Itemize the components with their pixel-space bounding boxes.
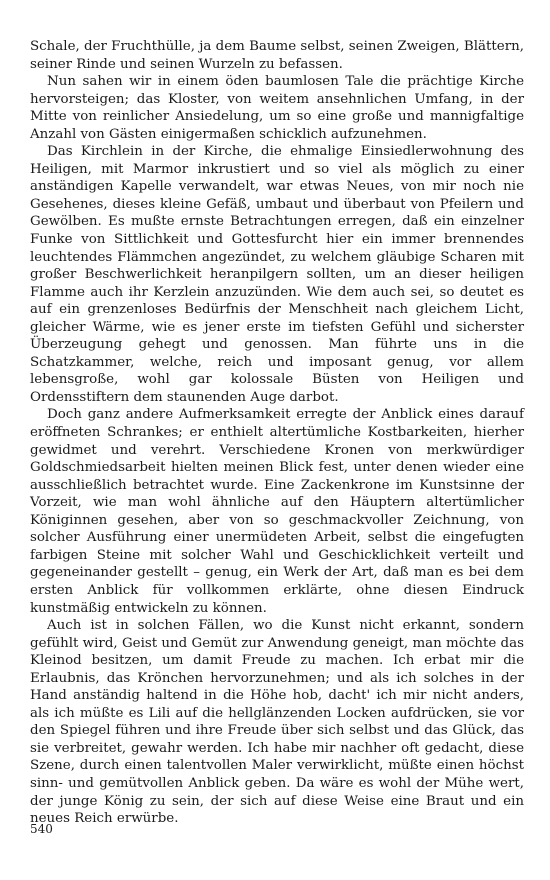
page-body	[30, 38, 524, 828]
paragraph-2: Nun sahen wir in einem öden baumlosen Tale die prächtige Kirche hervorsteigen; das Kloster, von weitem ansehnlichen Umfang, in der Mitte von reinlicher Ansiedelung, um so eine große und mannigfaltige Anzahl von Gästen einigermaßen schicklich aufzunehmen.	[30, 74, 524, 142]
paragraph-1: Schale, der Fruchthülle, ja dem Baume selbst, seinen Zweigen, Blättern, seiner Rinde und seinen Wurzeln zu befassen.	[30, 39, 525, 72]
paragraph-4: Doch ganz andere Aufmerksamkeit erregte der Anblick eines darauf eröffneten Schrankes; er enthielt altertümliche Kostbarkeiten, hierher gewidmet und verehrt. Verschiedene Kronen von merkwürdiger Goldschmiedsarbeit hielten meinen Blick fest, unter denen wieder eine ausschließlich betrachtet wurde. Eine Zackenkrone im Kunstsinne der Vorzeit, wie man wohl ähnliche auf den Häuptern altertümlicher Königinnen gesehen, aber von so geschmackvoller Zeichnung, von solcher Ausführung einer unermüdeten Arbeit, selbst die eingefugten farbigen Steine mit solcher Wahl und Geschicklichkeit verteilt und gegeneinander gestellt – genug, ein Werk der Art, daß man es bei dem ersten Anblick für vollkommen erklärte, ohne diesen Eindruck kunstmäßig entwickeln zu können.	[30, 407, 524, 616]
paragraph-3: Das Kirchlein in der Kirche, die ehmalige Einsiedlerwohnung des Heiligen, mit Marmor inkrustiert und so viel als möglich zu einer anständigen Kapelle verwandelt, war etwas Neues, von mir noch nie Gesehenes, dieses kleine Gefäß, umbaut und überbaut von Pfeilern und Gewölben. Es mußte ernste Betrachtungen erregen, daß ein einzelner Funke von Sittlichkeit und Gottesfurcht hier ein immer brennendes leuchtendes Flämmchen angezündet, zu welchem gläubige Scharen mit großer Beschwerlichkeit heranpilgern sollten, um an dieser heiligen Flamme auch ihr Kerzlein anzuzünden. Wie dem auch sei, so deutet es auf ein grenzenloses Bedürfnis der Menschheit nach gleichem Licht, gleicher Wärme, wie es jener erste im tiefsten Gefühl und sicherster Überzeugung gehegt und genossen. Man führte uns in die Schatzkammer, welche, reich und imposant genug, vor allem lebensgroße, wohl gar kolossale Büsten von Heiligen und Ordensstiftern dem staunenden Auge darbot.	[30, 144, 524, 405]
page-number: 540	[30, 822, 53, 836]
paragraph-5: Auch ist in solchen Fällen, wo die Kunst nicht erkannt, sondern gefühlt wird, Geist und Gemüt zur Anwendung geneigt, man möchte das Kleinod besitzen, um damit Freude zu machen. Ich erbat mir die Erlaubnis, das Krönchen hervorzunehmen; und als ich solches in der Hand anständig haltend in die Höhe hob, dacht' ich mir nicht anders, als ich müßte es Lili auf die hellglänzenden Locken aufdrücken, sie vor den Spiegel führen und ihre Freude über sich selbst und das Glück, das sie verbreitet, gewahr werden. Ich habe mir nachher oft gedacht, diese Szene, durch einen talentvollen Maler verwirklicht, müßte einen höchst sinn- und gemütvollen Anblick geben. Da wäre es wohl der Mühe wert, der junge König zu sein, der sich auf diese Weise eine Braut und ein neues Reich erwürbe.	[30, 618, 524, 827]
